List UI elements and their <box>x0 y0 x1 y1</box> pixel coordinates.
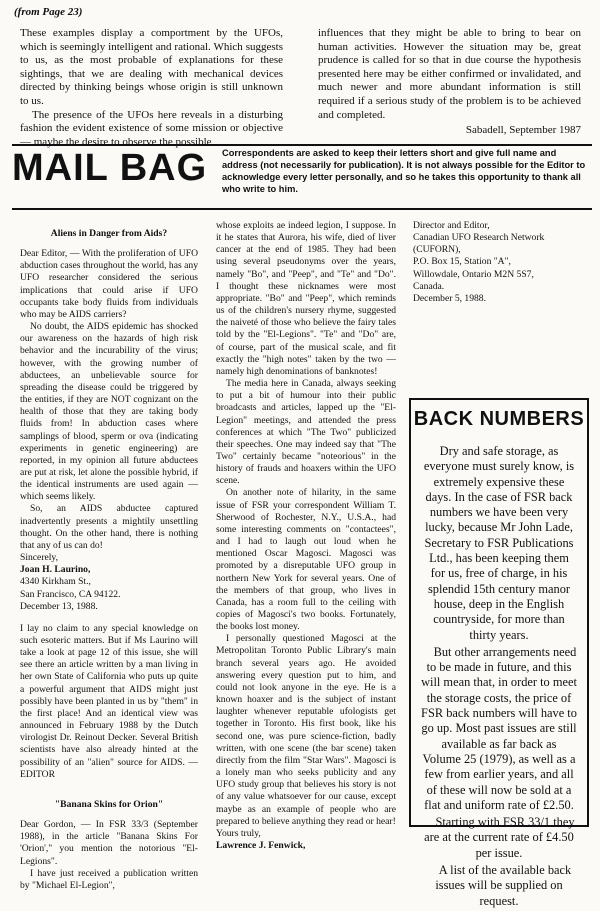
signature-title-line: Canadian UFO Research Network <box>413 232 545 244</box>
letter-heading-banana: "Banana Skins for Orion" <box>54 798 164 810</box>
letters-column-2 <box>216 220 396 852</box>
back-numbers-paragraph: A list of the available back issues will be supplied on request. <box>435 863 572 908</box>
back-numbers-box <box>409 398 589 908</box>
editor-reply: I lay no claim to any special knowledge on such esoteric matters. But if Ms Laurino will take a look at page 12 of this issue, she will see there an article written by a man living in her own State of California who puts up quite a powerful argument that AIDS might just possibly have been planted in us by "them" in the first place! And an identical view was announced in February 1988 by the Dutch virologist Dr. Reinout Decker. Several British scientists have also already hinted at the possibility of an "alien" source for AIDS. — EDITOR <box>20 622 198 780</box>
letter-paragraph: No doubt, the AIDS epidemic has shocked our awareness on the hazards of high risk behavior and the incurability of the virus; however, with the growing number of abductees, an unbelievable source for spreading the disease could be triggered by the entities, if they are NOT cognizant on the health of those that they are taking body fluids from! In abduction cases where samplings of blood, sperm or ova (indicating experiments in genetic engineering) are reported, in my opinion all future abductees are put at risk, let alone the possible hybrid, if the identical instruments are used again — which seems likely. <box>20 321 198 503</box>
section-rule-top <box>12 144 592 146</box>
letter-paragraph: I have just received a publication written by "Michael El-Legion", <box>20 867 198 891</box>
letter-paragraph: On another note of hilarity, in the same issue of FSR your correspondent William T. Sherwood of Rochester, N.Y., U.S.A., had some interesting comments on "contactees", and I had to laugh out loud when he mentioned Oscar Magosci. Magosci was promoted by a disreputable UFO group in northern New York for several years. One of the members of that group, who lives in Canada, has a room full to the ceiling with copies of Magosci's two books. Fortunately, the books lost money. <box>216 487 396 633</box>
letter-date: December 13, 1988. <box>20 600 98 612</box>
back-numbers-title: BACK NUMBERS <box>413 408 585 430</box>
letter-date: December 5, 1988. <box>413 292 486 304</box>
top-paragraph: These examples display a comportment by the UFOs, which is seemingly intelligent and rational. Which suggests to us, as the most probable of explanations for these sightings, that we are dealing with mechanical devices directed by thinking beings whose origin is still unknown to us. <box>20 27 283 107</box>
letter-address-line: 4340 Kirkham St., <box>20 576 91 588</box>
mailbag-note: Correspondents are asked to keep their letters short and give full name and address (not necessarily for publication). It is not always possible for the Editor to acknowledge every letter personally, and so he takes this opportunity to thank all who write to him. <box>222 148 586 194</box>
letter-paragraph: The media here in Canada, always seeking to put a bit of humour into their public broadcasts and articles, lapped up the "El-Legion" meetings, and attended the press conferences at which "The Two" publicized their speeches. One may indeed say that "The Two" certainly became "noteorious" in the history of frauds and hoaxers within the UFO scene. <box>216 378 396 487</box>
letter-signature: Joan H. Laurino, <box>20 564 91 576</box>
top-paragraph: The presence of the UFOs here reveals in a disturbing fashion the evident existence of some mission or objective — maybe the desire to observe the possible <box>20 108 283 148</box>
signature-title-line: (CUFORN), <box>413 244 461 256</box>
mailbag-title: MAIL BAG <box>12 147 208 189</box>
letter-closing: Yours truly, <box>216 827 261 839</box>
back-numbers-paragraph: Starting with FSR 33/1 they are at the current rate of £4.50 per issue. <box>424 815 575 860</box>
letter-signature: Lawrence J. Fenwick, <box>216 839 306 851</box>
back-numbers-paragraph: Dry and safe storage, as everyone must surely know, is extremely expensive these days. In the case of FSR back numbers we have been very lucky, because Mr John Lade, Secretary to FSR Publications Ltd., has been keeping them for us, free of charge, in his splendid 15th century manor house, deep in the English countryside, for more than thirty years. <box>423 444 575 642</box>
top-article-left-column <box>20 27 283 149</box>
letter-paragraph: I personally questioned Magosci at the Metropolitan Toronto Public Library's main branch several years ago. He avoided answering every question put to him, and could not look anyone in the eye. He is a known hoaxer and is the subject of instant laughter whenever reputable ufologists get together in Toronto. His first book, like his second one, was pure science-fiction, badly written, with one scene (the bar scene) taken directly from the film "Star Wars". Magosci is a lonely man who seeks publicity and any UFO study group that believes his story is not of any value whatsoever for our cause, except maybe as an example of people who are prepared to believe anything they read or hear! <box>216 633 396 827</box>
section-rule-bottom <box>12 208 592 210</box>
signature-title-line: Director and Editor, <box>413 220 490 231</box>
letter-heading-aids: Aliens in Danger from Aids? <box>50 228 168 239</box>
letter-paragraph: whose exploits ae indeed legion, I suppose. In it he states that Aurora, his wife, died of liver cancer at the end of 1985. They had been using several pseudonyms over the years, namely "Bo", and "Peep", and "Te" and "Do". I thought these nicknames were most appropriate. "Bo" and "Peep", which reminds us of the children's nursery rhyme, suggested the naiveté of those who believe the fairy tales told by the "El-Legions". "Te" and "Do" are, of course, part of the musical scale, and fit exactly the "high notes" taken by the two — namely high denominations of banknotes! <box>216 220 396 377</box>
letters-column-3 <box>413 220 589 305</box>
top-paragraph: influences that they might be able to bring to bear on human activities. However the situation may be, great prudence is called for so that in due course the hypothesis presented here may be either confirmed or invalidated, and much newer and more abundant information is still required if a serious study of the problem is to be achieved and completed. <box>318 27 581 121</box>
signature-title-line: Willowdale, Ontario M2N 5S7, <box>413 268 534 280</box>
letter-paragraph: So, an AIDS abductee captured inadvertently presents a mightily unsettling thought. On the other hand, there is nothing that any of us can do! <box>20 503 198 551</box>
letter-closing: Sincerely, <box>20 552 59 564</box>
signature-title-line: P.O. Box 15, Station "A", <box>413 256 511 268</box>
letters-column-1 <box>20 220 198 892</box>
signature-title-line: Canada. <box>413 280 445 292</box>
top-article-right-column <box>318 27 581 138</box>
back-numbers-paragraph: But other arrangements need to be made in future, and this will mean that, in order to meet the storage costs, the price of FSR back numbers will have to go up. Most past issues are still available as far back as Volume 25 (1979), as well as a few from earlier years, and all of these will now be sold at a flat and uniform rate of £2.50. <box>421 644 577 812</box>
letter-paragraph: Dear Gordon, — In FSR 33/3 (September 1988), in the article "Banana Skins For 'Orion'," you mention the notorious "El-Legions". <box>20 819 198 867</box>
back-numbers-body <box>421 444 577 911</box>
continued-label: (from Page 23) <box>14 6 83 18</box>
dateline: Sabadell, September 1987 <box>465 124 581 137</box>
letter-address-line: San Francisco, CA 94122. <box>20 588 121 600</box>
letter-paragraph: Dear Editor, — With the proliferation of UFO abduction cases throughout the world, has any UFO researcher considered the serious implications that could arise if UFO occupants take body fluids from individuals who may be AIDS carriers? <box>20 248 198 320</box>
